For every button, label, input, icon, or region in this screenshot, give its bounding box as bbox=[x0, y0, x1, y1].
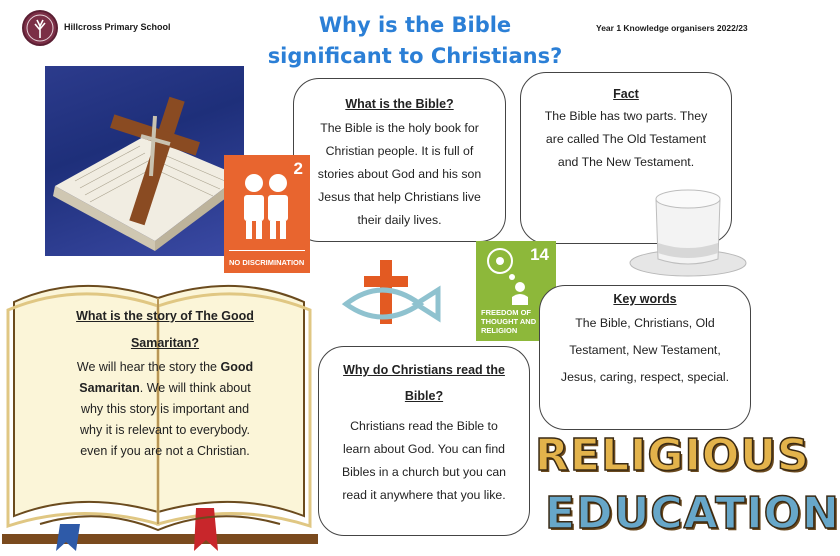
two-children-icon bbox=[236, 171, 296, 241]
no-discrimination-badge bbox=[224, 155, 310, 273]
why-read-line: Christians read the Bible to bbox=[350, 419, 498, 433]
text-run: We will hear the story the bbox=[76, 360, 221, 374]
why-read-title-1: Why do Christians read the bbox=[343, 363, 505, 377]
fact-title: Fact bbox=[613, 87, 639, 101]
key-words-line: Jesus, caring, respect, special. bbox=[560, 370, 730, 384]
good-samaritan-line: why it is relevant to everybody. bbox=[80, 423, 250, 437]
key-words-title: Key words bbox=[613, 292, 677, 306]
good-samaritan-line bbox=[60, 378, 270, 399]
religious-word-art: RELIGIOUS bbox=[535, 430, 810, 481]
why-read-bible-card bbox=[318, 346, 530, 536]
badge-label bbox=[481, 308, 536, 335]
education-word-art: EDUCATION bbox=[545, 488, 840, 539]
good-samaritan-title-1: What is the story of The Good bbox=[76, 309, 254, 323]
why-read-line: Bibles in a church but you can bbox=[341, 465, 507, 479]
text-run-bold: Samaritan bbox=[79, 381, 140, 395]
key-words-card bbox=[539, 285, 751, 430]
school-name: Hillcross Primary School bbox=[64, 22, 171, 32]
badge-label-line: RELIGION bbox=[481, 326, 518, 335]
key-words-line: The Bible, Christians, Old bbox=[575, 316, 715, 330]
bible-crucifix-image bbox=[45, 66, 244, 256]
why-read-line: read it anywhere that you like. bbox=[342, 488, 506, 502]
good-samaritan-title-2: Samaritan? bbox=[130, 336, 200, 350]
fact-line: and The New Testament. bbox=[557, 155, 695, 169]
badge-number: 14 bbox=[530, 245, 549, 264]
page-title-line-1: Why is the Bible bbox=[318, 13, 512, 37]
why-read-title-2: Bible? bbox=[404, 389, 444, 403]
what-is-bible-line: stories about God and his son bbox=[317, 167, 482, 181]
good-samaritan-line bbox=[60, 357, 270, 378]
good-samaritan-line: why this story is important and bbox=[80, 402, 250, 416]
good-samaritan-line: even if you are not a Christian. bbox=[80, 444, 250, 458]
text-run: . We will think about bbox=[139, 381, 251, 395]
what-is-bible-title: What is the Bible? bbox=[345, 97, 454, 111]
cross-fish-icon bbox=[342, 258, 442, 333]
badge-number: 2 bbox=[293, 159, 303, 178]
what-is-bible-line: Christian people. It is full of bbox=[325, 144, 474, 158]
fact-line: The Bible has two parts. They bbox=[544, 109, 708, 123]
school-crest-icon bbox=[22, 10, 58, 46]
badge-label-line: FREEDOM OF bbox=[481, 308, 531, 317]
what-is-bible-line: Jesus that help Christians live bbox=[318, 190, 481, 204]
key-words-line: Testament, New Testament, bbox=[569, 343, 721, 357]
badge-label: NO DISCRIMINATION bbox=[229, 258, 305, 267]
what-is-bible-line: their daily lives. bbox=[357, 213, 442, 227]
year-label: Year 1 Knowledge organisers 2022/23 bbox=[596, 23, 748, 33]
good-samaritan-section bbox=[60, 303, 270, 462]
text-run-bold: Good bbox=[220, 360, 254, 374]
top-hat-image bbox=[628, 185, 748, 285]
what-is-bible-card bbox=[293, 78, 506, 242]
thought-icon bbox=[484, 247, 534, 305]
page-title-line-2: significant to Christians? bbox=[267, 44, 563, 68]
what-is-bible-line: The Bible is the holy book for bbox=[320, 121, 479, 135]
why-read-line: learn about God. You can find bbox=[342, 442, 506, 456]
badge-label-line: THOUGHT AND bbox=[481, 317, 537, 326]
fact-line: are called The Old Testament bbox=[545, 132, 707, 146]
page-title bbox=[255, 10, 575, 72]
